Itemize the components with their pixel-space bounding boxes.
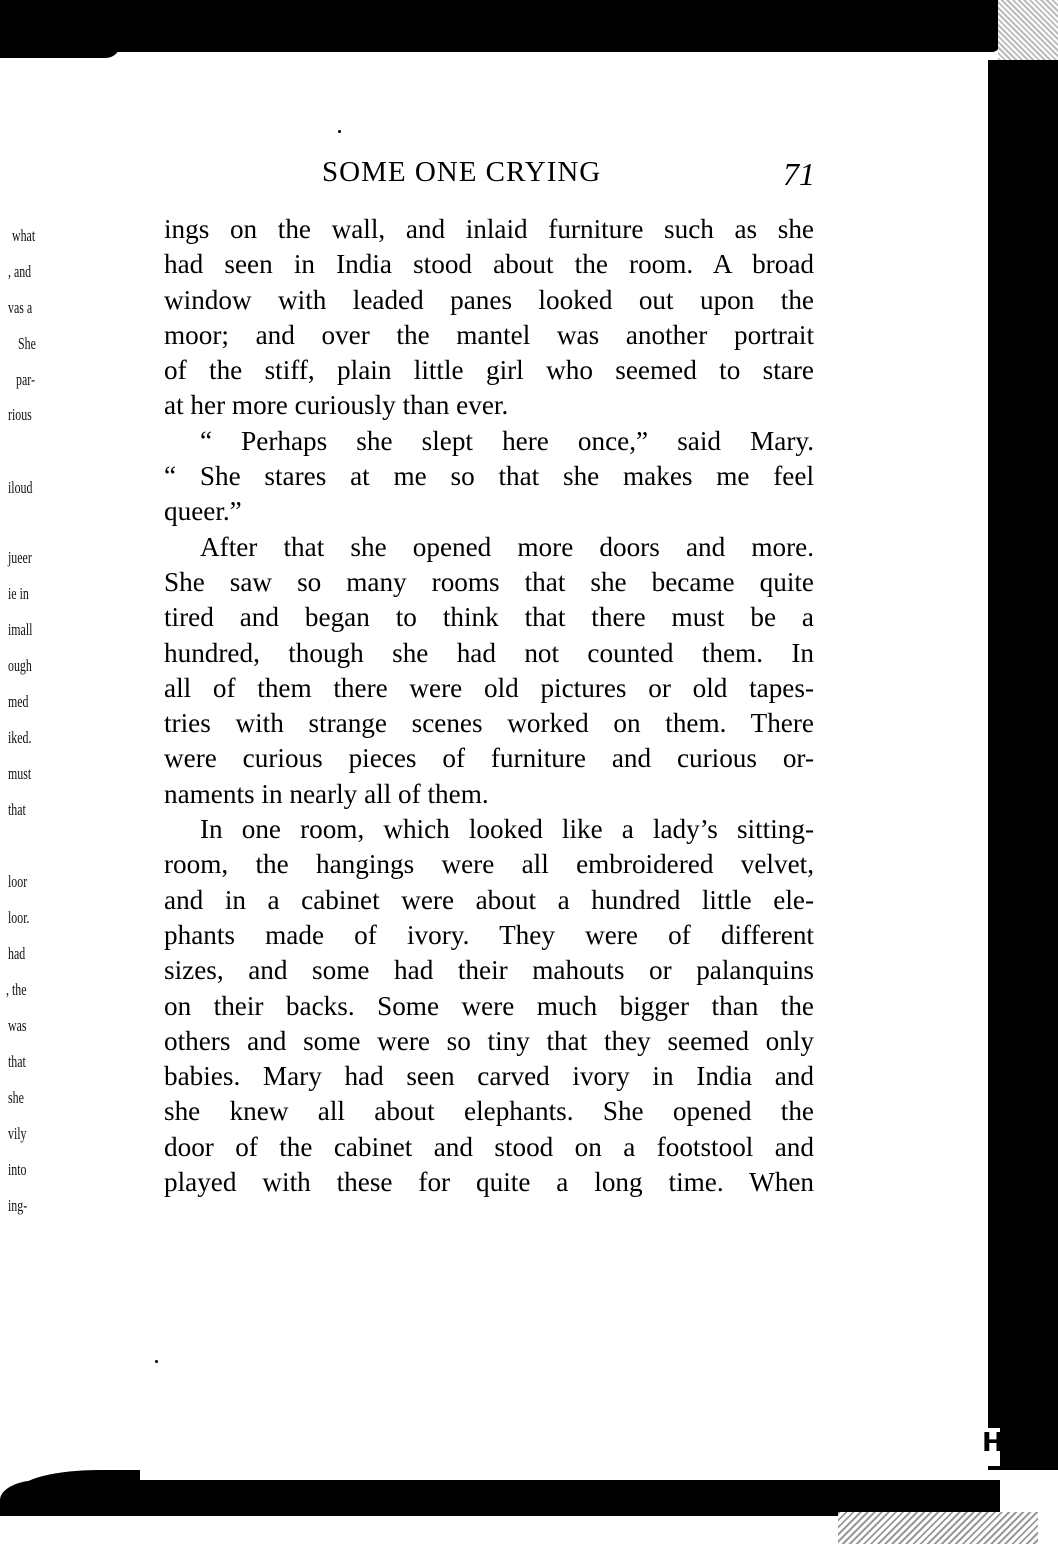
text-line: door of the cabinet and stood on a footstool and [164, 1131, 814, 1162]
text-line: and in a cabinet were about a hundred little ele- [164, 884, 814, 915]
bleed-word: that [8, 800, 26, 819]
running-title: SOME ONE CRYING [322, 156, 602, 188]
bleed-word: , and [8, 262, 32, 281]
text-line: “ Perhaps she slept here once,” said Mary. [200, 425, 814, 456]
text-line: on their backs. Some were much bigger than the [164, 990, 814, 1021]
bleed-word: par- [16, 370, 35, 389]
text-line: hundred, though she had not counted them. In [164, 637, 814, 668]
text-line: were curious pieces of furniture and curious or- [164, 743, 814, 774]
bleed-word: had [8, 944, 26, 963]
bleed-word: ie in [8, 584, 29, 603]
bleed-word: med [8, 692, 29, 711]
ink-speck [338, 130, 341, 133]
text-line: ings on the wall, and inlaid furniture such as she [164, 214, 814, 244]
text-line: had seen in India stood about the room. A broad [164, 249, 814, 280]
text-line: naments in nearly all of them. [164, 778, 489, 809]
bleed-word: loor [8, 872, 28, 891]
facing-page-bleed-through [0, 0, 60, 1544]
ink-speck [155, 1360, 158, 1363]
scan-edge-right [988, 60, 1058, 1470]
text-line: sizes, and some had their mahouts or palanquins [164, 955, 814, 986]
bleed-word: ough [8, 656, 32, 675]
text-line: all of them there were old pictures or old tapes- [164, 672, 814, 703]
text-line: “ She stares at me so that she makes me feel [164, 461, 814, 492]
text-line: of the stiff, plain little girl who seemed to stare [164, 355, 814, 386]
text-line: room, the hangings were all embroidered velvet, [164, 849, 814, 880]
bleed-word: what [12, 226, 36, 245]
body-text [164, 212, 814, 1200]
bleed-word: iloud [8, 478, 33, 497]
bleed-word: loor. [8, 908, 30, 927]
text-line: phants made of ivory. They were of different [164, 919, 814, 950]
bleed-word: vily [8, 1124, 27, 1143]
text-line: at her more curiously than ever. [164, 390, 509, 421]
text-line: others and some were so tiny that they seemed only [164, 1025, 814, 1056]
text-line: tired and began to think that there must be a [164, 602, 814, 633]
scan-edge-bottom [0, 1480, 1000, 1516]
bleed-word: iked. [8, 728, 32, 747]
scan-noise-top-right [998, 0, 1058, 60]
bleed-word: imall [8, 620, 33, 639]
page-right-border [988, 90, 990, 1450]
text-line: queer.” [164, 496, 242, 527]
scan-artifact-right: H [982, 1428, 1000, 1466]
text-line: tries with strange scenes worked on them. There [164, 708, 814, 739]
bleed-word: jueer [8, 548, 32, 567]
text-line: moor; and over the mantel was another portrait [164, 319, 814, 350]
text-line: she knew all about elephants. She opened the [164, 1096, 814, 1127]
text-line: In one room, which looked like a lady’s sitting- [200, 814, 814, 845]
bleed-word: into [8, 1160, 27, 1179]
bleed-word: was [8, 1016, 27, 1035]
text-line: babies. Mary had seen carved ivory in India and [164, 1061, 814, 1092]
bleed-word: ing- [8, 1196, 28, 1215]
text-line: played with these for quite a long time. When [164, 1167, 814, 1198]
page-number: 71 [783, 156, 815, 192]
bleed-word: must [8, 764, 32, 783]
scan-noise-bottom-right [838, 1512, 1038, 1544]
bleed-word: rious [8, 405, 32, 424]
text-line: window with leaded panes looked out upon the [164, 284, 814, 315]
bleed-word: vas a [8, 298, 33, 317]
text-line: After that she opened more doors and more. [200, 531, 814, 562]
text-line: She saw so many rooms that she became quite [164, 566, 814, 597]
bleed-word: She [18, 334, 36, 353]
bleed-word: she [8, 1088, 24, 1107]
bleed-word: that [8, 1052, 26, 1071]
bleed-word: , the [6, 980, 27, 999]
scan-edge-top [0, 0, 1000, 52]
